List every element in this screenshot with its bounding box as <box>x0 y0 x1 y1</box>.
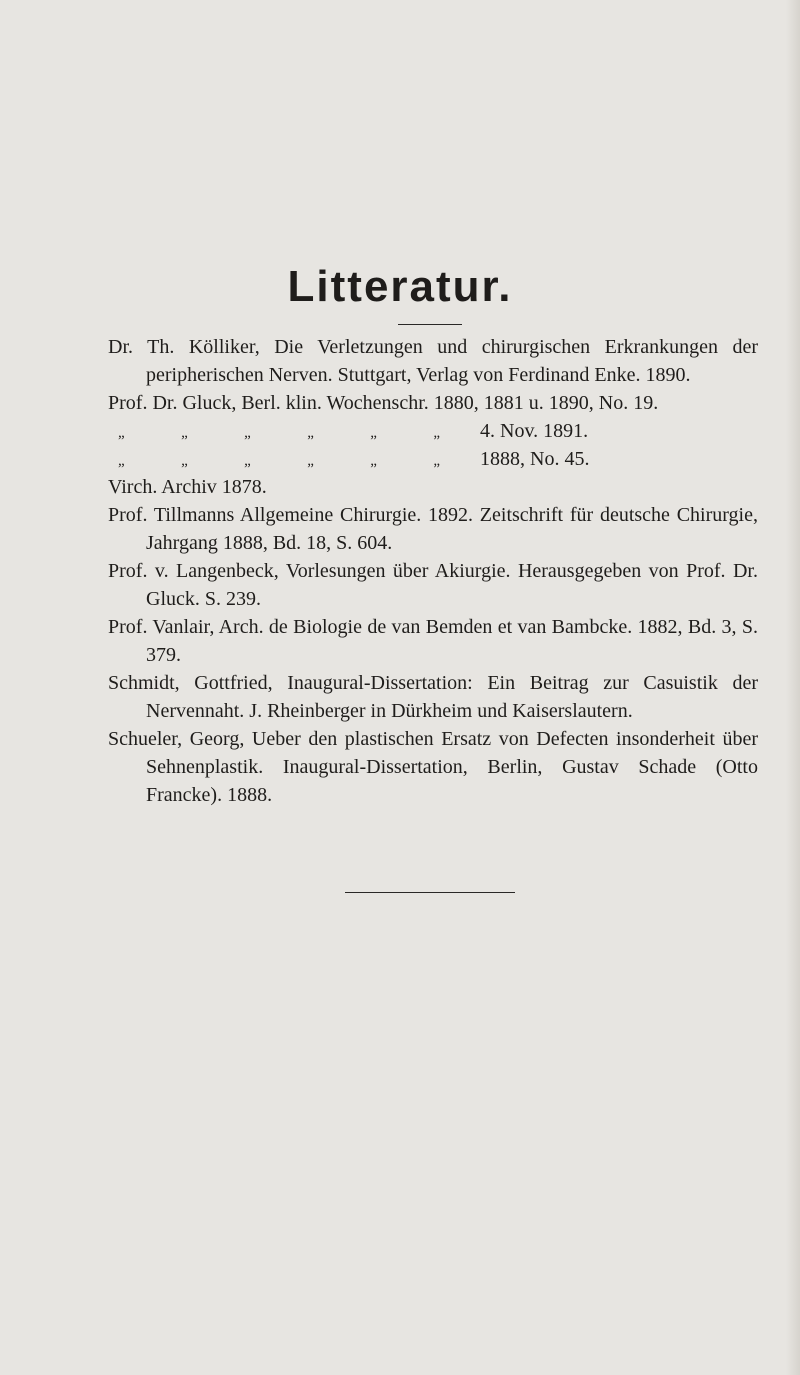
ditto-entry-text: 1888, No. 45. <box>480 448 590 470</box>
bibliography-entry-tillmanns: Prof. Tillmanns Allgemeine Chirurgie. 1892. Zeitschrift für deutsche Chirurgie, Jahrgang 1888, Bd. 18, S. 604. <box>108 504 758 554</box>
bibliography-entry-schueler: Schueler, Georg, Ueber den plastischen Ersatz von Defecten insonderheit über Sehnenplastik. Inaugural-Dissertation, Berlin, Gustav Schade (Otto Francke). 1888. <box>108 728 758 806</box>
ditto-marks: „ „ „ „ „ „ <box>118 453 440 469</box>
closing-rule <box>345 892 515 893</box>
bibliography-entry-gluck-ditto-2 <box>108 445 758 473</box>
bibliography-entry-virchow: Virch. Archiv 1878. <box>108 476 267 498</box>
title-rule <box>398 324 462 325</box>
bibliography-entry-kolliker: Dr. Th. Kölliker, Die Verletzungen und chirurgischen Erkrankungen der peripherischen Nerven. Stuttgart, Verlag von Ferdinand Enke. 1890. <box>108 336 758 386</box>
bibliography-entry-gluck: Prof. Dr. Gluck, Berl. klin. Wochenschr. 1880, 1881 u. 1890, No. 19. <box>108 392 659 414</box>
bibliography-entry-langenbeck: Prof. v. Langenbeck, Vorlesungen über Akiurgie. Herausgegeben von Prof. Dr. Gluck. S. 239. <box>108 560 758 610</box>
page-title: Litteratur. <box>287 262 513 311</box>
bibliography-entry-schmidt: Schmidt, Gottfried, Inaugural-Dissertation: Ein Beitrag zur Casuistik der Nervennaht. J. Rheinberger in Dürkheim und Kaiserslautern. <box>108 672 758 722</box>
bibliography-entry-gluck-ditto-1 <box>108 417 758 445</box>
bibliography-list <box>108 333 758 809</box>
page-edge-shadow <box>786 0 800 1375</box>
ditto-marks: „ „ „ „ „ „ <box>118 425 440 441</box>
bibliography-entry-vanlair: Prof. Vanlair, Arch. de Biologie de van Bemden et van Bambcke. 1882, Bd. 3, S. 379. <box>108 616 758 666</box>
ditto-entry-text: 4. Nov. 1891. <box>480 420 589 442</box>
